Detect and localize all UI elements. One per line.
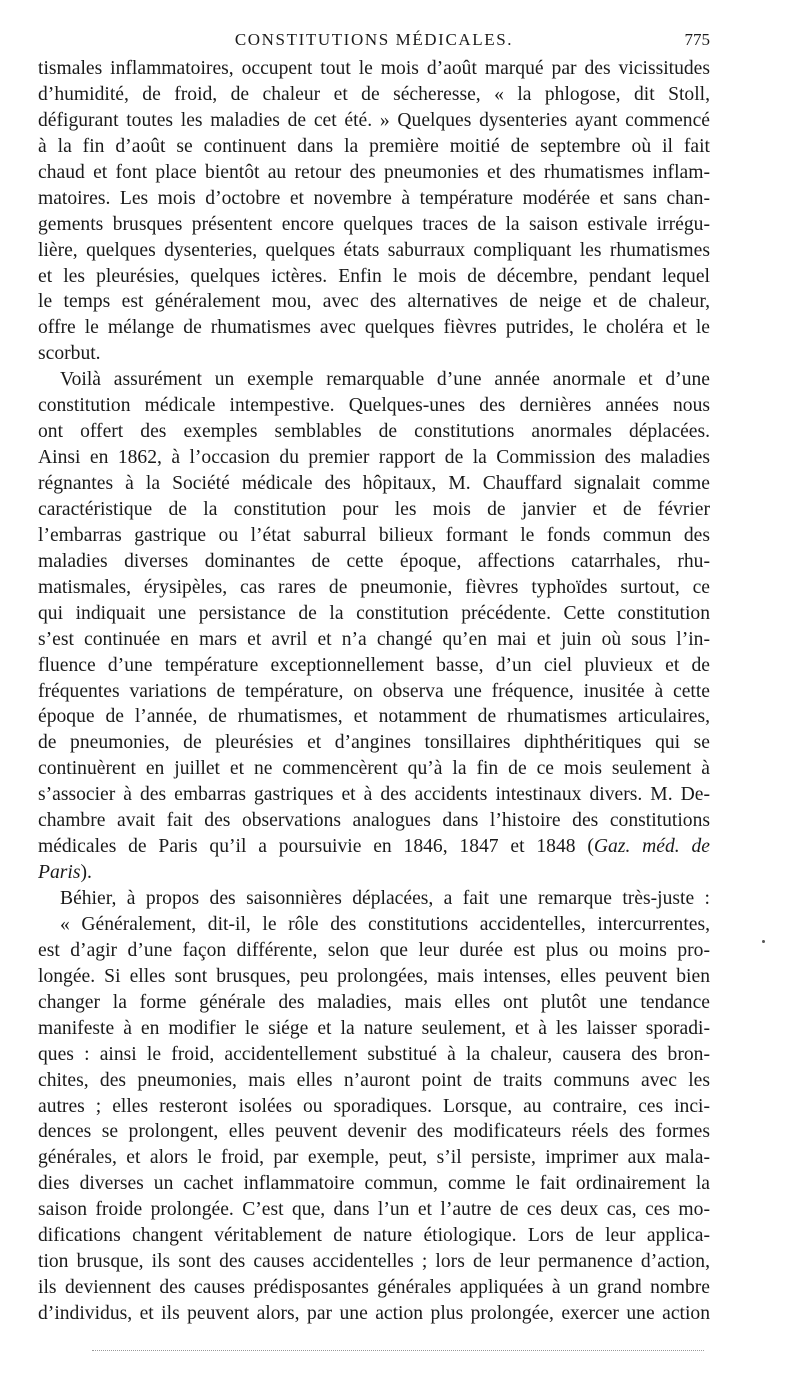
body-text bbox=[38, 56, 710, 1327]
text-line: manifeste à en modifier le siége et la nature seulement, et à les laisser sporadi- bbox=[38, 1017, 710, 1039]
citation-open: ( bbox=[587, 836, 594, 858]
text-line: chites, des pneumonies, mais elles n’auront point de traits communs avec les bbox=[38, 1069, 710, 1091]
text-line: offre le mélange de rhumatismes avec quelques fièvres putrides, le choléra et le bbox=[38, 317, 710, 339]
text-line: ils deviennent des causes prédisposantes générales appliquées à un grand nombre bbox=[38, 1277, 710, 1299]
text-line: scorbut. bbox=[38, 343, 101, 365]
text-line: d’humidité, de froid, de chaleur et de sécheresse, « la phlogose, dit Stoll, bbox=[38, 83, 710, 105]
margin-mark bbox=[762, 940, 765, 943]
text-line: ques : ainsi le froid, accidentellement substitué à la chaleur, causera des bron- bbox=[38, 1043, 710, 1065]
text-line: lière, quelques dysenteries, quelques états saburraux compliquant les rhumatismes bbox=[38, 239, 710, 261]
text-line: changer la forme générale des maladies, mais elles ont plutôt une tendance bbox=[38, 991, 710, 1013]
text-line: dies diverses un cachet inflammatoire commun, comme le fait ordinairement la bbox=[38, 1173, 710, 1195]
text-line: autres ; elles resteront isolées ou sporadiques. Lorsque, au contraire, ces inci- bbox=[38, 1095, 710, 1117]
citation-journal: Gaz. méd. de bbox=[593, 836, 710, 858]
page-number: 775 bbox=[684, 30, 710, 49]
citation-lead: médicales de Paris qu’il a poursuivie en 1846, 1847 et 1848 bbox=[38, 836, 576, 858]
text-line: continuèrent en juillet et ne commencèrent qu’à la fin de ce mois seulement à bbox=[38, 758, 710, 780]
text-line: fréquentes variations de température, on observa une fréquence, inusitée à cette bbox=[38, 680, 710, 702]
text-line: longée. Si elles sont brusques, peu prolongées, mais intenses, elles peuvent bien bbox=[38, 965, 710, 987]
text-line: difications changent véritablement de nature étiologique. Lors de leur applica- bbox=[38, 1225, 710, 1247]
text-line: régnantes à la Société médicale des hôpitaux, M. Chauffard signalait comme bbox=[38, 473, 710, 494]
text-line: s’associer à des embarras gastriques et à des accidents intestinaux divers. M. De- bbox=[38, 784, 710, 806]
text-line: chaud et font place bientôt au retour des pneumonies et des rhumatismes inflam- bbox=[38, 161, 710, 183]
citation-place: Paris bbox=[38, 862, 81, 884]
citation-close: ). bbox=[80, 862, 92, 884]
text-line: maladies diverses dominantes de cette époque, affections catarrhales, rhu- bbox=[38, 550, 710, 572]
running-title: CONSTITUTIONS MÉDICALES. bbox=[234, 30, 514, 49]
text-line: saison froide prolongée. C’est que, dans l’un et l’autre de ces deux cas, ces mo- bbox=[38, 1199, 710, 1221]
text-line: s’est continuée en mars et avril et n’a changé qu’en mai et juin où sous l’in- bbox=[38, 628, 710, 650]
text-line: défigurant toutes les maladies de cet été. » Quelques dysenteries ayant commencé bbox=[38, 109, 710, 131]
text-line: caractéristique de la constitution pour les mois de janvier et de février bbox=[38, 498, 710, 520]
text-line: de pneumonies, de pleurésies et d’angines tonsillaires diphthéritiques qui se bbox=[38, 732, 710, 754]
text-line: matismales, érysipèles, cas rares de pneumonie, fièvres typhoïdes surtout, ce bbox=[38, 576, 710, 598]
text-line: générales, et alors le froid, par exemple, peut, s’il persiste, imprimer aux mala- bbox=[38, 1147, 710, 1169]
text-line: qui indiquait une persistance de la constitution précédente. Cette constitution bbox=[38, 602, 710, 624]
text-line: à la fin d’août se continuent dans la première moitié de septembre où il fait bbox=[38, 135, 710, 157]
text-line: Ainsi en 1862, à l’occasion du premier rapport de la Commission des maladies bbox=[38, 447, 710, 469]
text-line: constitution médicale intempestive. Quelques-unes des dernières années nous bbox=[38, 395, 710, 417]
text-line: matoires. Les mois d’octobre et novembre à température modérée et sans chan- bbox=[38, 187, 710, 209]
text-line: fluence d’une température exceptionnellement basse, d’un ciel pluvieux et de bbox=[38, 654, 710, 676]
citation-line bbox=[38, 834, 710, 860]
text-line: gements brusques présentent encore quelques traces de la saison estivale irrégu- bbox=[38, 213, 710, 235]
paragraph-start-line: Voilà assurément un exemple remarquable d’une année anormale et d’une bbox=[60, 369, 710, 391]
text-line: l’embarras gastrique ou l’état saburral bilieux formant le fonds commun des bbox=[38, 524, 710, 546]
bottom-rule bbox=[92, 1350, 704, 1351]
text-line: et les pleurésies, quelques ictères. Enfin le mois de décembre, pendant lequel bbox=[38, 265, 710, 287]
running-header bbox=[38, 30, 710, 54]
text-line: époque de l’année, de rhumatismes, et notamment de rhumatismes articulaires, bbox=[38, 706, 710, 728]
text-line: tismales inflammatoires, occupent tout le mois d’août marqué par des vicissitudes bbox=[38, 58, 710, 79]
text-line: est d’agir d’une façon différente, selon que leur durée est plus ou moins pro- bbox=[38, 939, 710, 961]
text-line: le temps est généralement mou, avec des alternatives de neige et de chaleur, bbox=[38, 291, 710, 313]
text-line: tion brusque, ils sont des causes accidentelles ; lors de leur permanence d’action, bbox=[38, 1251, 710, 1273]
text-line: ont offert des exemples semblables de constitutions anormales déplacées. bbox=[38, 421, 710, 443]
text-line: dences se prolongent, elles peuvent devenir des modificateurs réels des formes bbox=[38, 1121, 710, 1143]
text-line: d’individus, et ils peuvent alors, par une action plus prolongée, exercer une action bbox=[38, 1303, 710, 1324]
quote-start-line: « Généralement, dit-il, le rôle des constitutions accidentelles, intercurrentes, bbox=[60, 913, 710, 935]
text-line: chambre avait fait des observations analogues dans l’histoire des constitutions bbox=[38, 810, 710, 832]
paragraph-start-line: Béhier, à propos des saisonnières déplacées, a fait une remarque très-juste : bbox=[60, 888, 710, 909]
citation-end-line bbox=[38, 860, 710, 886]
